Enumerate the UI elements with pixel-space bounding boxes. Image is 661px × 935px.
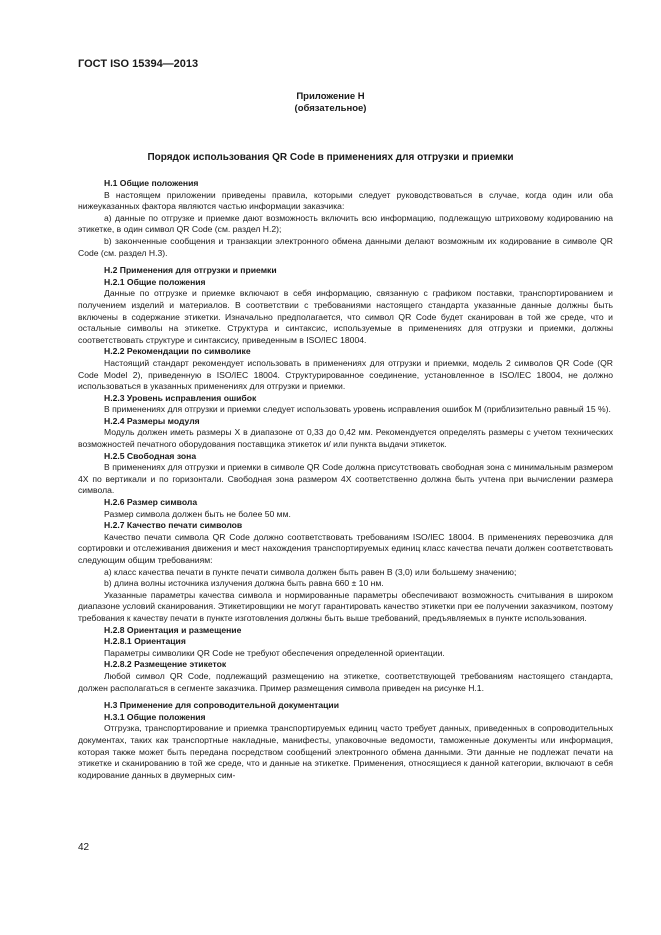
paragraph: Отгрузка, транспортирование и приемка транспортируемых единиц часто требует данных, приведенных в сопроводительных документах, таких как транспортные накладные, манифесты, упаковочные ведомости, таможенные документы или информация, которая также может быть передана посредством сообщений электронного обмена данными. Эти данные не подлежат печати на этикетке и сканированию в той же среде, что и данные на этикетке. Применения, относящиеся к данной категории, включают в себя кодирование данных в двумерных сим- [78, 723, 613, 780]
section-heading: Н.2.8.2 Размещение этикеток [104, 659, 227, 670]
section-heading: Н.2.5 Свободная зона [104, 450, 197, 461]
section-heading: Н.3.1 Общие положения [104, 711, 206, 722]
paragraph: b) законченные сообщения и транзакции электронного обмена данными делают возможным их кодирование в символе QR Code (см. раздел Н.3). [78, 235, 613, 258]
paragraph: Модуль должен иметь размеры X в диапазоне от 0,33 до 0,42 мм. Рекомендуется определять размеры с учетом технических возможностей печатного оборудования поставщика этикеток и/ или пункта выдачи этикеток. [78, 427, 613, 450]
section-heading: Н.2.1 Общие положения [104, 276, 206, 287]
section-heading: Н.2.7 Качество печати символов [104, 520, 243, 531]
annex-title: Приложение Н [296, 91, 365, 102]
paragraph: Данные по отгрузке и приемке включают в себя информацию, связанную с графиком поставки, транспортированием и получением изделий и материалов. В соответствии с требованиями настоящего стандарта указанные данные должны быть включены в содержание этикетки. Изначально предполагается, что символ QR Code будет сканирован в той же среде, что и остальные символы на этикетке. Структура и синтаксис, используемые в применениях для отгрузки и приемки, должны соответствовать структуре и синтаксису, приведенным в ISO/IEC 18004. [78, 288, 613, 345]
paragraph: Качество печати символа QR Code должно соответствовать требованиям ISO/IEC 18004. В применениях перевозчика для сортировки и отслеживания движения и мест нахождения транспортируемых единиц класс качества печати должен соответствовать следующим общим требованиям: [78, 531, 613, 565]
section-heading: Н.2 Применения для отгрузки и приемки [104, 265, 277, 276]
section-heading: Н.2.3 Уровень исправления ошибок [104, 392, 257, 403]
paragraph: Параметры символики QR Code не требуют обеспечения определенной ориентации. [104, 647, 445, 658]
document-body [78, 178, 613, 781]
section-heading: Н.1 Общие положения [104, 178, 199, 188]
document-header: ГОСТ ISO 15394—2013 [78, 58, 199, 70]
annex-heading [0, 91, 661, 115]
section-title: Порядок использования QR Code в применениях для отгрузки и приемки [147, 152, 514, 163]
paragraph: a) класс качества печати в пункте печати символа должен быть равен В (3,0) или большему значению; [104, 566, 517, 577]
paragraph: Указанные параметры качества символа и нормированные параметры обеспечивают возможность считывания в широком диапазоне условий сканирования. Этикетировщики не могут гарантировать качество этикетки при ее получении заказчиком, поэтому требования к качеству печати в пункте изготовления должны быть выше требований, предъявляемых в пункте использования. [78, 589, 613, 623]
paragraph: Любой символ QR Code, подлежащий размещению на этикетке, соответствующей требованиям настоящего стандарта, должен располагаться в сегменте заказчика. Пример размещения символа приведен на рисунке Н.1. [78, 670, 613, 693]
section-heading: Н.3 Применение для сопроводительной документации [104, 700, 339, 711]
paragraph: Настоящий стандарт рекомендует использовать в применениях для отгрузки и приемки, модель 2 символов QR Code (QR Code Model 2), приведенную в ISO/IEC 18004. Структурированное соединение, установленное в ISO/IEC 18004, не должно использоваться в указанных применениях для отгрузки и приемки. [78, 357, 613, 392]
section-heading: Н.2.4 Размеры модуля [104, 415, 200, 426]
paragraph: a) данные по отгрузке и приемке дают возможность включить всю информацию, подлежащую штриховому кодированию на этикетке, в один символ QR Code (см. раздел Н.2); [78, 212, 613, 235]
annex-status: (обязательное) [294, 103, 367, 114]
section-heading: Н.2.2 Рекомендации по символике [104, 346, 251, 357]
paragraph: В настоящем приложении приведены правила, которыми следует руководствоваться в случае, когда один или оба нижеуказанных фактора являются частью информации заказчика: [78, 189, 613, 212]
paragraph: b) длина волны источника излучения должна быть равна 660 ± 10 нм. [104, 578, 384, 589]
paragraph: В применениях для отгрузки и приемки в символе QR Code должна присутствовать свободная зона с минимальным размером 4X по вертикали и по горизонтали. Свободная зона размером 4X соответственно должна быть учтена при вычислении размера символа. [78, 462, 613, 496]
paragraph: В применениях для отгрузки и приемки следует использовать уровень исправления ошибок М (приблизительно равный 15 %). [104, 404, 611, 415]
paragraph: Размер символа должен быть не более 50 мм. [104, 508, 291, 519]
section-heading: Н.2.8.1 Ориентация [104, 636, 186, 647]
section-heading: Н.2.6 Размер символа [104, 497, 198, 508]
page-number: 42 [78, 842, 90, 853]
section-heading: Н.2.8 Ориентация и размещение [104, 624, 242, 635]
